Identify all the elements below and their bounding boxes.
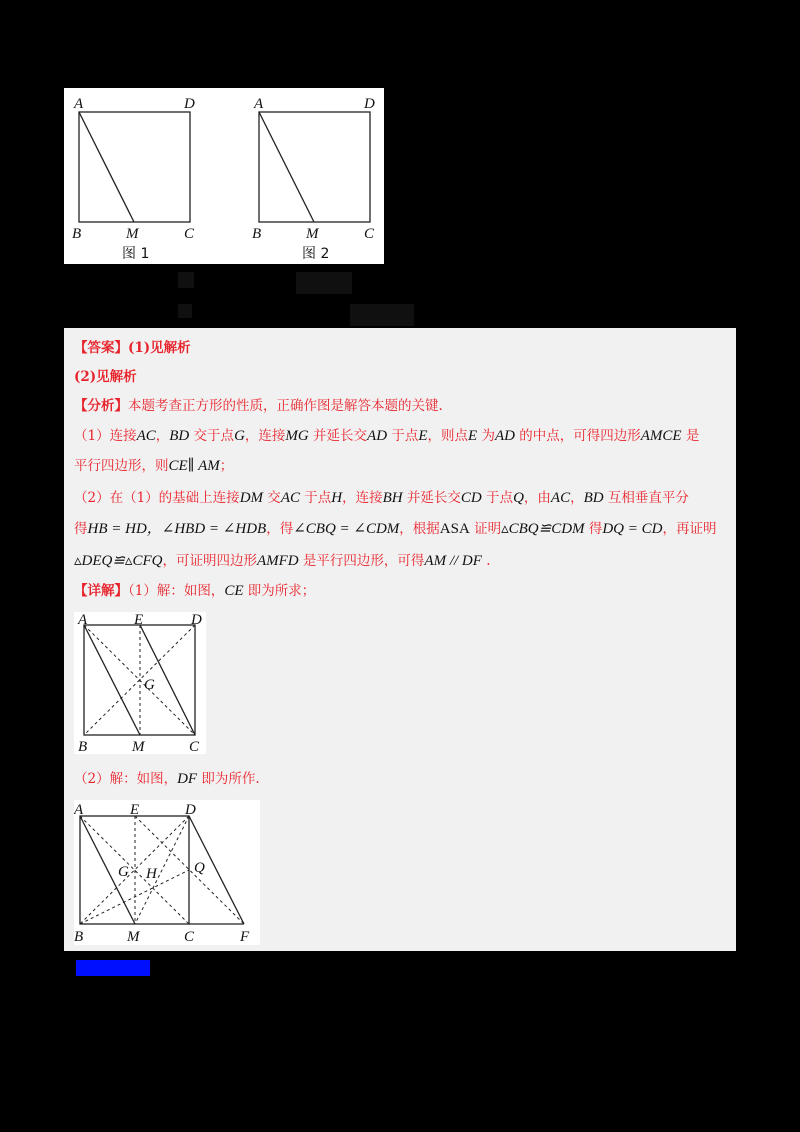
text: 是 [681,428,700,444]
svg-text:图 1: 图 1 [122,246,150,262]
svg-text:M: M [306,226,319,242]
svg-text:G: G [144,677,155,693]
detail-figure-2 [74,800,260,945]
svg-text:B: B [74,929,84,945]
text: 即为所作. [197,771,260,787]
math: E [468,428,478,444]
analysis-part1-cont-line [74,457,233,475]
top-figures-image [64,88,384,264]
math: BD [169,428,190,444]
text: ，可证明四边形 [162,553,257,569]
svg-text:A: A [74,96,84,112]
text: 证明 [469,521,502,537]
text: （2）在（1）的基础上连接 [74,490,240,506]
text: 并延长交 [308,428,368,444]
square-ce-figure-svg [74,612,206,754]
figure-1 [72,96,195,262]
svg-text:M: M [126,226,139,242]
text: ，再证明 [662,521,717,537]
svg-text:E: E [130,802,140,818]
analysis-part2-cont1-line [74,520,716,538]
answer-line-1 [74,339,191,357]
svg-text:Q: Q [194,860,205,876]
math: HB = HD，∠HBD = ∠HDB [87,521,267,537]
math: AMCE [640,428,682,444]
analysis-part1-line [74,427,699,445]
svg-text:A: A [74,802,84,818]
text: ，连接 [342,490,383,506]
math: CE∥ AM [168,458,220,474]
text: 并延长交 [402,490,461,506]
math: AMFD [256,553,299,569]
svg-text:D: D [184,96,195,112]
answer-1: (1)见解析 [128,340,191,356]
svg-text:C: C [364,226,375,242]
analysis-intro: 本题考查正方形的性质，正确作图是解答本题的关键. [128,398,443,414]
svg-text:E: E [134,612,144,628]
text: （1）连接 [74,428,137,444]
svg-text:A: A [78,612,88,628]
text: （2）解：如图， [74,771,178,787]
text: 得 [74,521,88,537]
math: DF [177,771,198,787]
text: 是平行四边形，可得 [298,553,425,569]
text: 的中点，可得四边形 [514,428,641,444]
math: DQ = CD [602,521,663,537]
math: ▵DEQ≌▵CFQ [74,553,163,569]
text: 交 [263,490,281,506]
math: ▵CBQ≌CDM [501,521,585,537]
text: 于点 [299,490,332,506]
detail-part1-line [74,582,315,600]
square-df-figure-svg [74,800,260,945]
text: 于点 [481,490,514,506]
text: ， [155,428,170,444]
math: AC [136,428,156,444]
text: 得 [584,521,603,537]
svg-text:M: M [132,739,145,754]
text: ，连接 [244,428,286,444]
text: . [481,553,491,569]
math: CD [460,490,482,506]
text: （1）解：如图， [128,583,225,599]
math: AD [367,428,388,444]
obscured-fragment [178,272,194,288]
svg-text:C: C [184,226,195,242]
svg-text:C: C [184,929,195,945]
text: 互相垂直平分 [603,490,689,506]
svg-text:H: H [146,866,157,882]
math: E [418,428,428,444]
text: 为 [477,428,495,444]
obscured-fragment [296,272,352,294]
text: 交于点 [189,428,235,444]
svg-text:C: C [189,739,200,754]
detail-part2-line [74,770,260,788]
analysis-label: 【分析】 [74,398,128,414]
svg-text:D: D [364,96,375,112]
math: AD [494,428,515,444]
text: ； [219,458,234,474]
text: 即为所求； [243,583,316,599]
detail-label: 【详解】 [74,583,128,599]
text: ，则点 [427,428,468,444]
math: BH [382,490,403,506]
math: CE [224,583,244,599]
math: AM // DF [424,553,482,569]
math: AC [550,490,571,506]
svg-text:B: B [78,739,88,754]
svg-text:G: G [118,864,129,880]
svg-text:B: B [252,226,262,242]
svg-text:D: D [191,612,202,628]
math: G [234,428,245,444]
footer-tag[interactable]: 【精品】 [76,960,150,976]
math: MG [285,428,309,444]
answer-label: 【答案】 [74,340,128,356]
svg-text:F: F [240,929,250,945]
svg-text:A: A [254,96,264,112]
svg-text:图 2: 图 2 [302,246,330,262]
math: DM [239,490,264,506]
math: BD [583,490,604,506]
text: ， [570,490,584,506]
text: ，根据 [399,521,440,537]
math: ASA [439,521,470,537]
analysis-part2-line [74,489,689,507]
obscured-fragment [350,304,414,326]
answer-line-2 [74,368,137,386]
square-figures-svg [64,88,384,264]
analysis-part2-cont2-line [74,552,491,570]
svg-text:D: D [185,802,196,818]
analysis-intro-line [74,397,443,415]
detail-figure-1 [74,612,206,754]
text: ，得 [266,521,294,537]
math: Q [513,490,524,506]
math: ∠CBQ = ∠CDM [293,521,400,537]
math: AC [280,490,300,506]
answer-panel [64,328,736,951]
svg-text:B: B [72,226,82,242]
svg-text:M: M [127,929,140,945]
figure-2 [252,96,375,262]
text: ，由 [523,490,551,506]
math: H [331,490,343,506]
answer-2: (2)见解析 [74,369,137,385]
text: 平行四边形，则 [74,458,169,474]
obscured-fragment [178,304,192,318]
text: 于点 [387,428,419,444]
